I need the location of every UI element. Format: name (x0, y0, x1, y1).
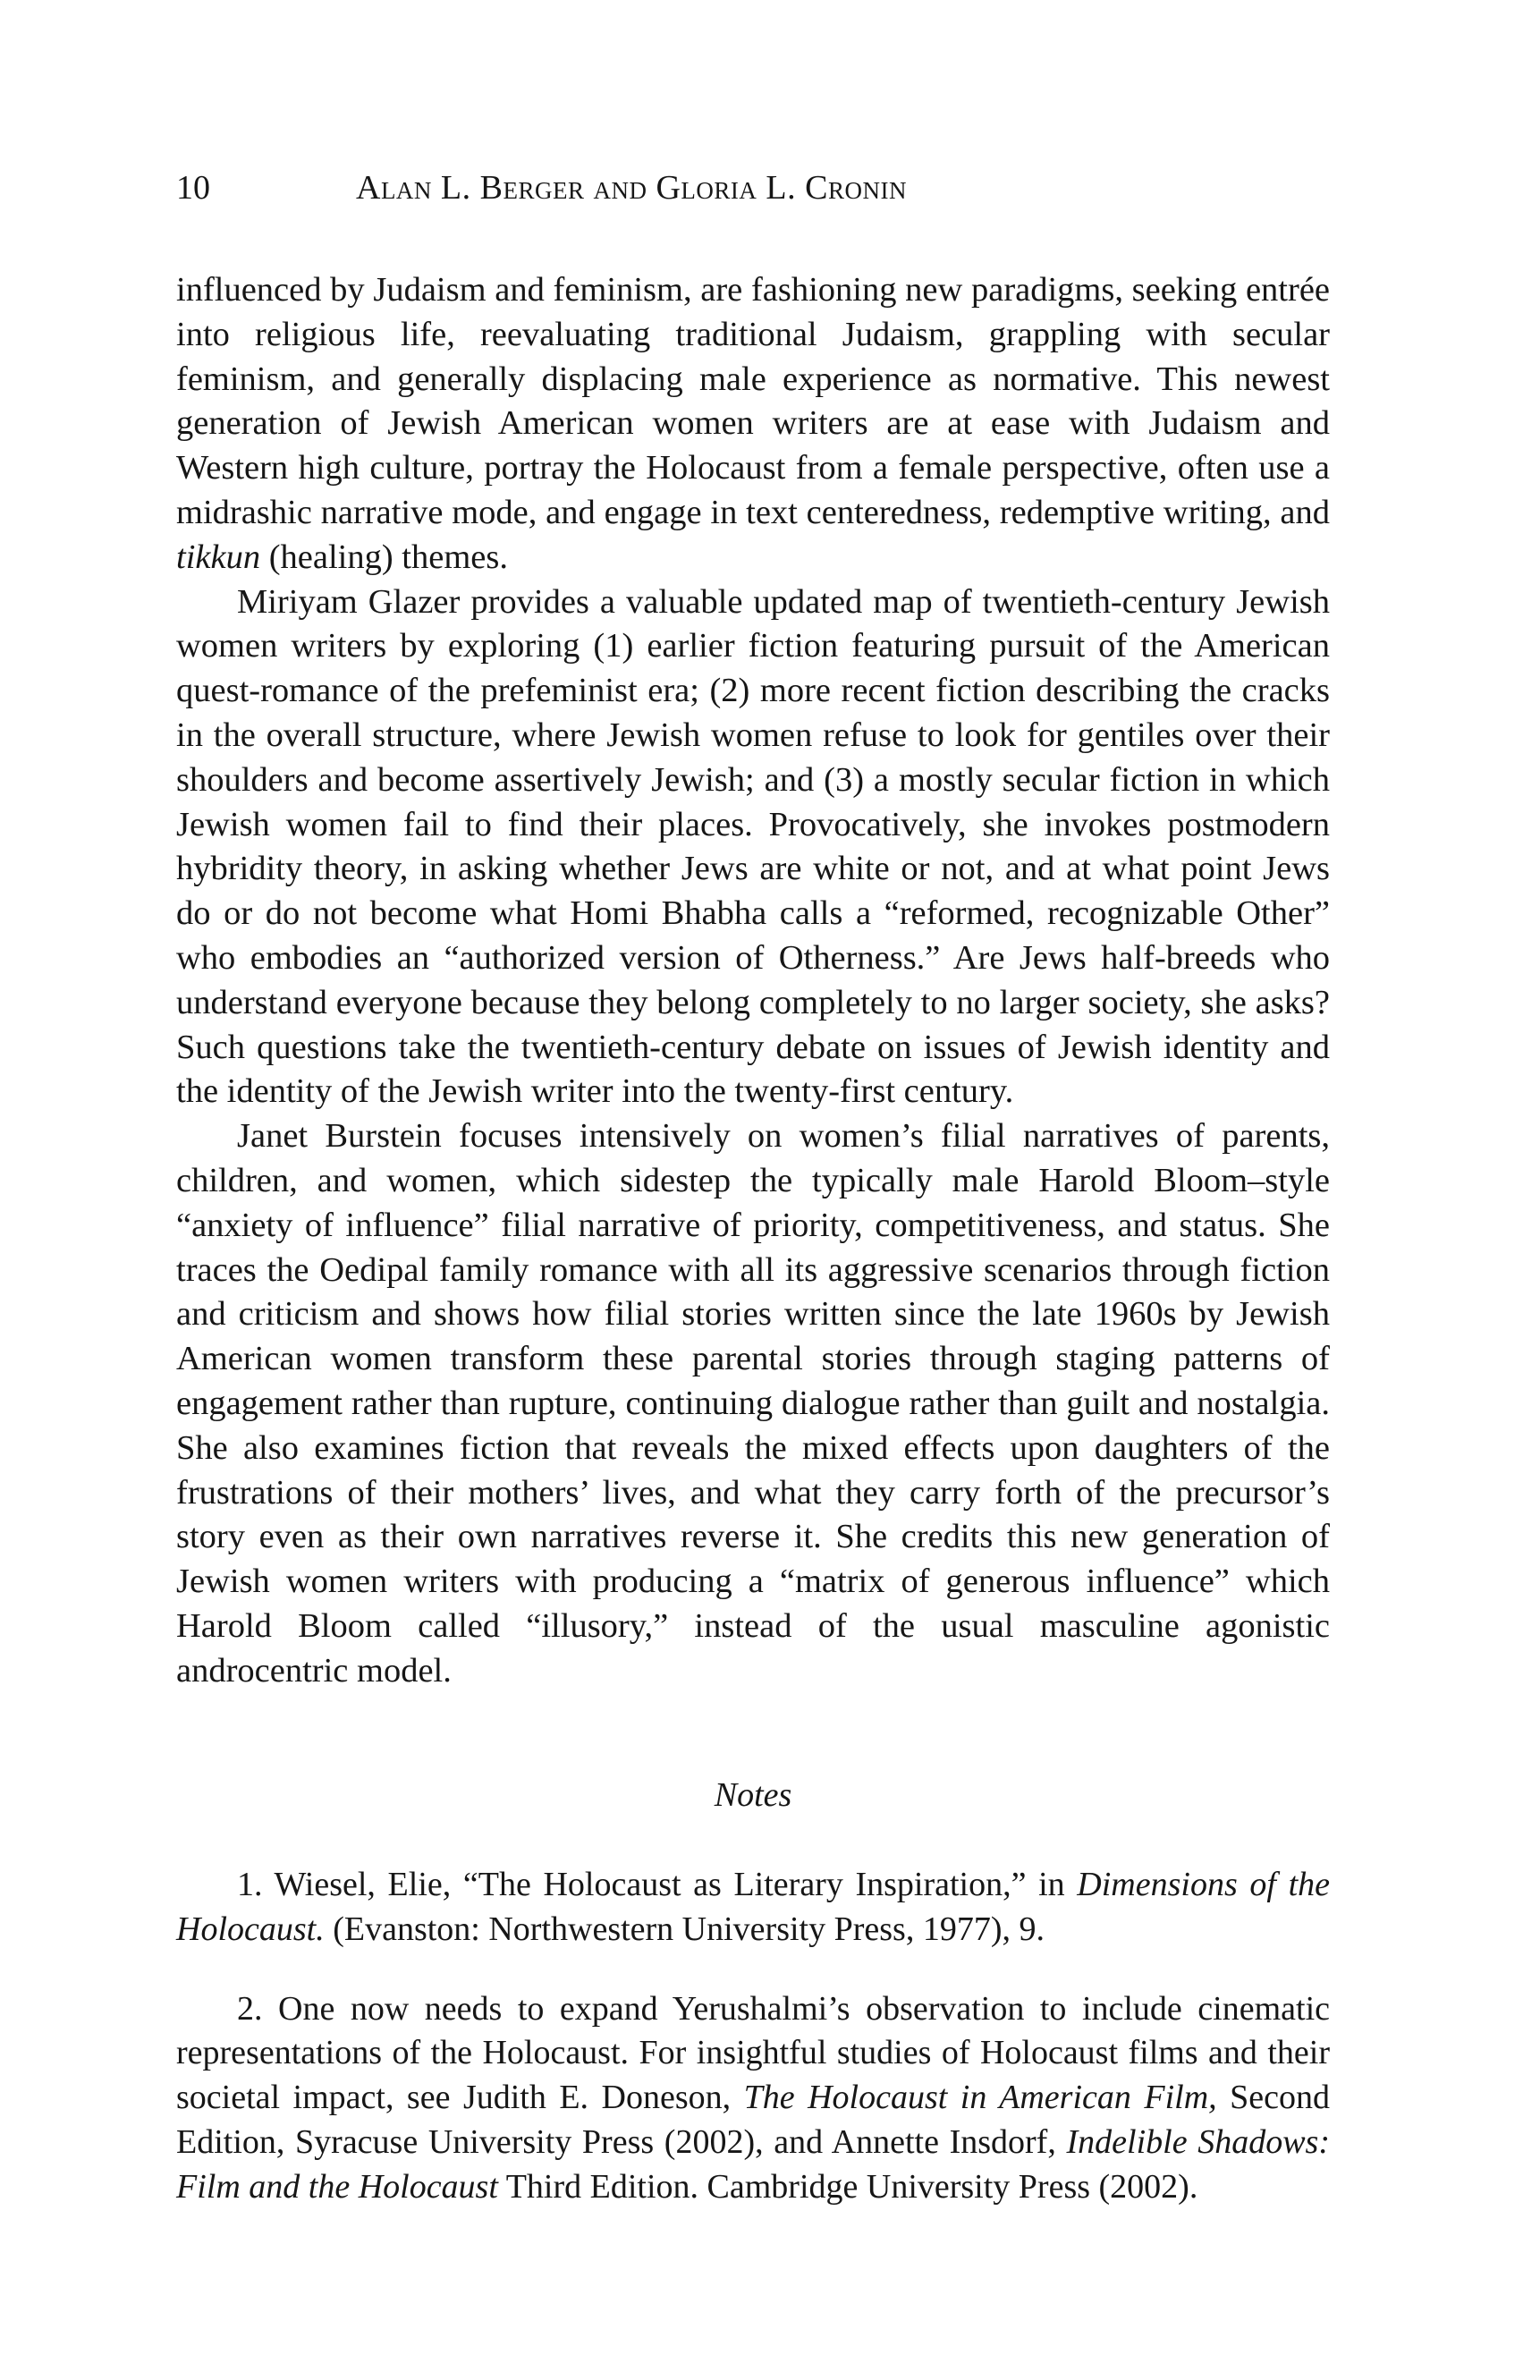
note-text: Third Edition. Cambridge University Press (2002). (497, 2167, 1198, 2206)
italic-term: tikkun (176, 538, 261, 576)
note-text: (Evanston: Northwestern University Press, 1977), 9. (324, 1910, 1045, 1948)
note-text: 1. Wiesel, Elie, “The Holocaust as Literary Inspiration,” in (237, 1866, 1078, 1903)
paragraph: Miriyam Glazer provides a valuable updated map of twentieth-century Jewish women writers by exploring (1) earlier fiction featuring pursuit of the American quest-romance of the prefeminist era; (2) more recent fiction describing the cracks in the overall structure, where Jewish women refuse to look for gentiles over their shoulders and become assertively Jewish; and (3) a mostly secular fiction in which Jewish women fail to find their places. Provocatively, she invokes postmodern hybridity theory, in asking whether Jews are white or not, and at what point Jews do or do not become what Homi Bhabha calls a “reformed, recognizable Other” who embodies an “authorized version of Otherness.” Are Jews half-breeds who understand everyone because they belong completely to no larger society, she asks? Such questions take the twentieth-century debate on issues of Jewish identity and the identity of the Jewish writer into the twenty-first century. (176, 582, 1330, 1111)
notes-section (176, 1863, 1330, 2210)
note (176, 1863, 1330, 1952)
note-title: Dimensions of the Holocaust. (176, 1866, 1330, 1948)
notes-heading: Notes (714, 1776, 792, 1814)
note-text: 2. One now needs to expand Yerushalmi’s observation to include cinematic representations of the Holocaust. For insightful studies of Holocaust films and their societal impact, see Judith E. Doneson, (176, 1989, 1330, 2117)
paragraph: Janet Burstein focuses intensively on women’s filial narratives of parents, children, and women, which sidestep the typically male Harold Bloom–style “anxiety of influence” filial narrative of priority, competitiveness, and status. She traces the Oedipal family romance with all its aggressive scenarios through fiction and criticism and shows how filial stories written since the late 1960s by Jewish American women transform these parental stories through staging patterns of engagement rather than rupture, continuing dialogue rather than guilt and nostalgia. She also examines fiction that reveals the mixed effects upon daughters of the frustrations of their mothers’ lives, and what they carry forth of the precursor’s story even as their own narratives reverse it. She credits this new generation of Jewish women writers with producing a “matrix of generous influence” which Harold Bloom called “illusory,” instead of the usual masculine agonistic androcentric model. (176, 1117, 1330, 1690)
paragraph (176, 268, 1330, 580)
note-title: The Holocaust in American Film, (743, 2079, 1217, 2117)
running-head-authors: Alan L. Berger and Gloria L. Cronin (356, 169, 907, 207)
paragraph-text: (healing) themes. (260, 538, 508, 576)
body-text (176, 268, 1330, 1694)
note-text: Second Edition, Syracuse University Press (2002), and Annette Insdorf, (176, 2079, 1330, 2161)
note (176, 1987, 1330, 2210)
running-head (176, 168, 1330, 213)
paragraph-text: influenced by Judaism and feminism, are fashioning new paradigms, seeking entrée into religious life, reevaluating traditional Judaism, grappling with secular feminism, and generally displacing male experience as normative. This newest generation of Jewish American women writers are at ease with Judaism and Western high culture, portray the Holocaust from a female perspective, often use a midrashic narrative mode, and engage in text centeredness, redemptive writing, and (176, 271, 1330, 531)
note-title: Indelible Shadows: Film and the Holocaust (176, 2122, 1330, 2206)
page-number: 10 (176, 169, 210, 207)
